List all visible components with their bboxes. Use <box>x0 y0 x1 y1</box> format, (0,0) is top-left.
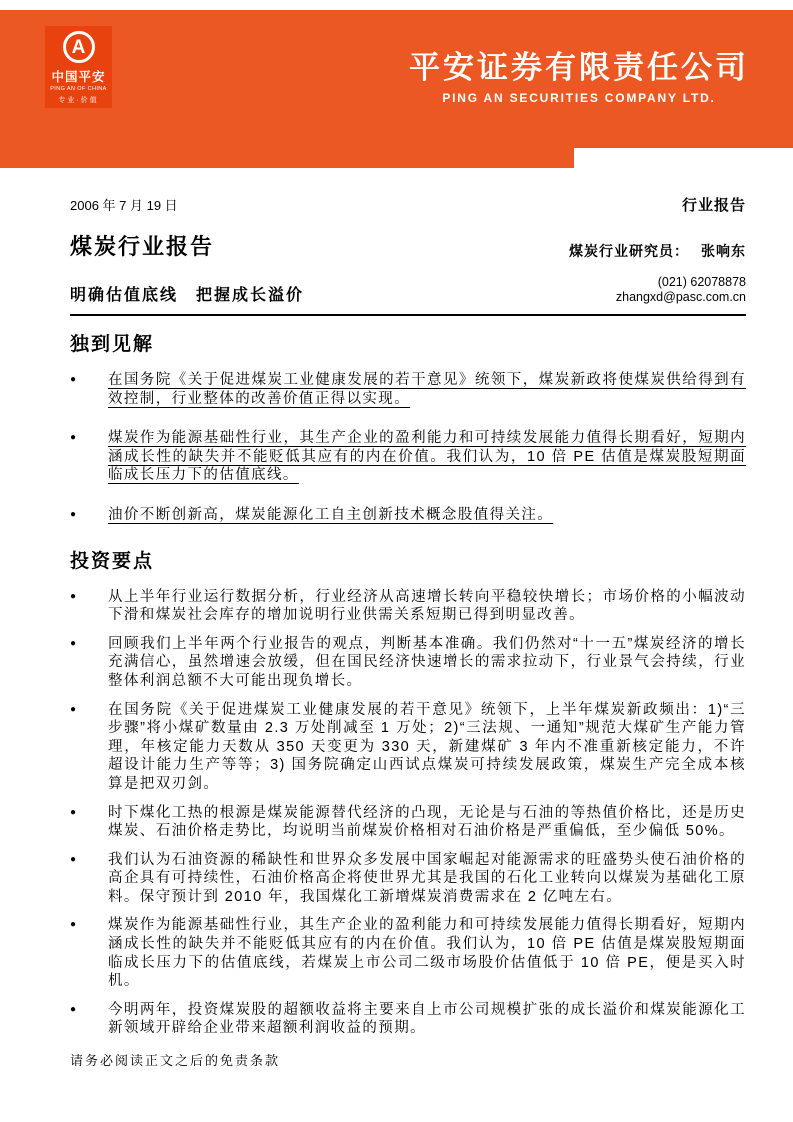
bullet-icon: ● <box>70 1003 77 1015</box>
banner-notch <box>574 148 793 168</box>
bullet-icon: ● <box>70 703 77 715</box>
researcher-label: 煤炭行业研究员： <box>569 243 689 259</box>
logo-brand-cn: 中国平安 <box>51 70 106 84</box>
contact-block <box>616 275 746 305</box>
logo-tagline: 专业·价值 <box>58 97 99 104</box>
bullet-icon: ● <box>70 919 77 931</box>
bullet-icon: ● <box>70 853 77 865</box>
bullet-text: 煤炭作为能源基础性行业，其生产企业的盈利能力和可持续发展能力值得长期看好，短期内涵成长性的缺失并不能贬低其应有的内在价值。我们认为，10 倍 PE 估值是煤炭股短期面临成长压力下的估值底线，若煤炭上市公司二级市场股价估值低于 10 倍 PE，便是买入时机。 <box>108 917 746 990</box>
report-subtitle: 明确估值底线 把握成长溢价 <box>70 287 305 304</box>
bullet-text: 油价不断创新高，煤炭能源化工自主创新技术概念股值得关注。 <box>108 506 554 523</box>
bullet-text: 我们认为石油资源的稀缺性和世界众多发展中国家崛起对能源需求的旺盛势头使石油价格的高企具有可持续性，石油价格高企将使世界尤其是我国的石化工业转向以煤炭为基础化工原料。保守预计到 2010 年，我国煤化工新增煤炭消费需求在 2 亿吨左右。 <box>108 851 746 905</box>
bullet-text: 在国务院《关于促进煤炭工业健康发展的若干意见》统领下，煤炭新政将使煤炭供给得到有效控制，行业整体的改善价值正得以实现。 <box>108 372 746 407</box>
researcher-email: zhangxd@pasc.com.cn <box>615 290 746 304</box>
bullet-item <box>70 851 746 907</box>
bullet-icon: ● <box>70 806 77 818</box>
pingan-emblem-icon: A <box>63 31 95 63</box>
researcher-phone: (021) 62078878 <box>657 275 746 289</box>
researcher-line <box>569 241 746 261</box>
bullet-text: 在国务院《关于促进煤炭工业健康发展的若干意见》统领下，上半年煤炭新政频出：1)“三步骤”将小煤矿数量由 2.3 万处削减至 1 万处；2)“三法规、一通知”规范大煤矿生产能力管理，年核定能力天数从 350 天变更为 330 天，新建煤矿 3 年内不准重新核定能力，不许超设计能力生产等等；3) 国务院确定山西试点煤炭可持续发展政策，煤炭生产完全成本核算是把双刃剑。 <box>108 701 746 792</box>
company-name-block <box>409 42 749 105</box>
section-heading-insights: 独到见解 <box>70 334 155 355</box>
meta-row-subtitle <box>70 275 746 305</box>
report-date: 2006 年 7 月 19 日 <box>70 198 178 213</box>
bullet-item <box>70 916 746 990</box>
bullet-item <box>70 429 746 485</box>
insights-bullet-list <box>70 371 746 525</box>
meta-row-title <box>70 230 746 261</box>
bullet-icon: ● <box>70 590 77 602</box>
bullet-item <box>70 371 746 408</box>
pingan-logo <box>45 26 112 108</box>
bullet-text: 今明两年，投资煤炭股的超额收益将主要来自上市公司规模扩张的成长溢价和煤炭能源化工新领域开辟给企业带来超额利润收益的预期。 <box>108 1001 746 1037</box>
bullet-text: 时下煤化工热的根源是煤炭能源替代经济的凸现，无论是与石油的等热值价格比，还是历史煤炭、石油价格走势比，均说明当前煤炭价格相对石油价格是严重偏低，至少偏低 50%。 <box>108 804 746 840</box>
bullet-icon: ● <box>70 508 77 520</box>
company-name-en: PING AN SECURITIES COMPANY LTD. <box>442 91 716 105</box>
section-heading-keypoints: 投资要点 <box>70 550 155 572</box>
report-title: 煤炭行业报告 <box>70 234 215 259</box>
bullet-icon: ● <box>70 374 77 385</box>
bullet-item <box>70 635 746 691</box>
report-type-label: 行业报告 <box>681 197 746 214</box>
bullet-item <box>70 701 746 794</box>
bullet-text: 回顾我们上半年两个行业报告的观点，判断基本准确。我们仍然对“十一五”煤炭经济的增长充满信心，虽然增速会放缓，但在国民经济快速增长的需求拉动下，行业景气会持续，行业整体利润总额不大可能出现负增长。 <box>108 635 746 689</box>
bullet-item <box>70 588 746 625</box>
bullet-icon: ● <box>70 637 77 649</box>
disclaimer-note: 请务必阅读正文之后的免责条款 <box>70 1053 281 1068</box>
logo-brand-en: PING AN OF CHINA <box>50 86 107 92</box>
bullet-item <box>70 804 746 841</box>
company-name-cn: 平安证券有限责任公司 <box>409 50 749 85</box>
bullet-icon: ● <box>70 432 77 444</box>
header-banner <box>0 10 793 168</box>
keypoints-bullet-list <box>70 588 746 1038</box>
bullet-item <box>70 506 746 525</box>
bullet-text: 从上半年行业运行数据分析，行业经济从高速增长转向平稳较快增长；市场价格的小幅波动下滑和煤炭社会库存的增加说明行业供需关系短期已得到明显改善。 <box>108 588 746 624</box>
researcher-name: 张响东 <box>701 243 746 259</box>
header-divider <box>70 314 746 316</box>
bullet-text: 煤炭作为能源基础性行业，其生产企业的盈利能力和可持续发展能力值得长期看好，短期内涵成长性的缺失并不能贬低其应有的内在价值。我们认为，10 倍 PE 估值是煤炭股短期面临成长压力下的估值底线。 <box>108 430 746 484</box>
meta-row-date <box>70 194 746 215</box>
bullet-item <box>70 1001 746 1038</box>
